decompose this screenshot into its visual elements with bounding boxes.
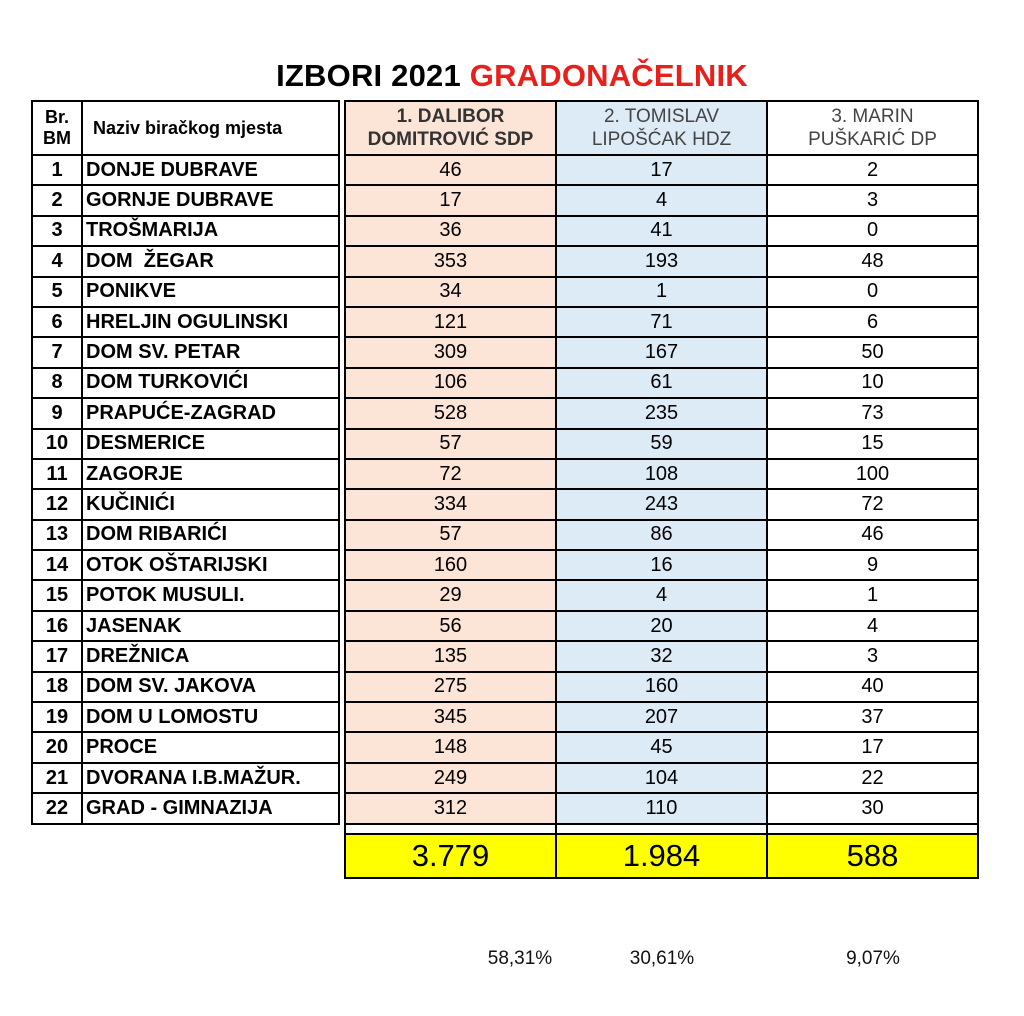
station-number: 1 [32,155,82,185]
station-name: POTOK MUSULI. [82,580,339,610]
votes-row [345,246,978,276]
station-name: OTOK OŠTARIJSKI [82,550,339,580]
station-number: 15 [32,580,82,610]
votes-candidate-3: 100 [767,459,978,489]
station-number: 16 [32,611,82,641]
table-row [32,732,339,762]
votes-row [345,702,978,732]
votes-candidate-3: 72 [767,489,978,519]
votes-candidate-3: 10 [767,368,978,398]
station-number: 17 [32,641,82,671]
title-highlight: GRADONAČELNIK [469,58,748,93]
table-row [32,277,339,307]
votes-candidate-2: 110 [556,793,767,823]
station-number: 5 [32,277,82,307]
station-number: 14 [32,550,82,580]
header-candidate-1 [345,101,556,155]
table-row [32,155,339,185]
votes-candidate-2: 4 [556,580,767,610]
station-name: KUČINIĆI [82,489,339,519]
votes-candidate-1: 72 [345,459,556,489]
header-no-line2: BM [43,128,71,148]
votes-candidate-1: 345 [345,702,556,732]
totals-row [345,834,978,878]
header-candidate-3 [767,101,978,155]
station-name: GORNJE DUBRAVE [82,185,339,215]
station-number: 9 [32,398,82,428]
station-name: ZAGORJE [82,459,339,489]
votes-row [345,216,978,246]
votes-candidate-3: 46 [767,520,978,550]
table-row [32,246,339,276]
station-name: DOM ŽEGAR [82,246,339,276]
cand2-line1: 2. TOMISLAV [603,106,720,127]
station-number: 20 [32,732,82,762]
header-row [32,101,339,155]
station-number: 3 [32,216,82,246]
percentage-candidate-3: 9,07% [846,948,900,969]
table-row [32,368,339,398]
votes-candidate-3: 22 [767,763,978,793]
votes-candidate-1: 148 [345,732,556,762]
votes-candidate-3: 3 [767,641,978,671]
votes-candidate-2: 86 [556,520,767,550]
station-name: PRAPUĆE-ZAGRAD [82,398,339,428]
cand1-line1: 1. DALIBOR [396,106,505,127]
votes-candidate-3: 40 [767,672,978,702]
votes-candidate-2: 108 [556,459,767,489]
votes-candidate-1: 160 [345,550,556,580]
votes-candidate-3: 4 [767,611,978,641]
station-name: DREŽNICA [82,641,339,671]
header-station-name: Naziv biračkog mjesta [82,101,339,155]
votes-row [345,550,978,580]
cand3-line1: 3. MARIN [831,106,914,127]
votes-candidate-1: 56 [345,611,556,641]
votes-row [345,489,978,519]
votes-candidate-2: 59 [556,429,767,459]
votes-row [345,793,978,823]
votes-candidate-2: 41 [556,216,767,246]
votes-candidate-2: 20 [556,611,767,641]
candidate-header-row [345,101,978,155]
votes-candidate-3: 17 [767,732,978,762]
votes-candidate-3: 30 [767,793,978,823]
votes-candidate-1: 275 [345,672,556,702]
votes-candidate-1: 121 [345,307,556,337]
header-candidate-2 [556,101,767,155]
votes-candidate-2: 235 [556,398,767,428]
votes-candidate-3: 1 [767,580,978,610]
votes-candidate-2: 160 [556,672,767,702]
polling-stations-table [31,100,340,825]
station-name: JASENAK [82,611,339,641]
votes-candidate-2: 193 [556,246,767,276]
votes-row [345,368,978,398]
votes-candidate-3: 0 [767,277,978,307]
station-name: DOM SV. JAKOVA [82,672,339,702]
table-row [32,307,339,337]
table-row [32,489,339,519]
station-number: 4 [32,246,82,276]
votes-row [345,337,978,367]
votes-candidate-1: 57 [345,429,556,459]
votes-row [345,611,978,641]
votes-candidate-1: 36 [345,216,556,246]
votes-candidate-1: 34 [345,277,556,307]
spacer-cell [556,824,767,834]
station-name: DOM U LOMOSTU [82,702,339,732]
table-row [32,580,339,610]
spacer-cell [767,824,978,834]
table-row [32,429,339,459]
votes-candidate-3: 73 [767,398,978,428]
station-name: DONJE DUBRAVE [82,155,339,185]
votes-candidate-2: 207 [556,702,767,732]
votes-candidate-1: 309 [345,337,556,367]
votes-row [345,429,978,459]
votes-row [345,459,978,489]
votes-candidate-2: 104 [556,763,767,793]
station-name: GRAD - GIMNAZIJA [82,793,339,823]
votes-candidate-1: 57 [345,520,556,550]
votes-candidate-2: 71 [556,307,767,337]
votes-candidate-3: 6 [767,307,978,337]
votes-candidate-1: 135 [345,641,556,671]
station-number: 7 [32,337,82,367]
votes-candidate-1: 528 [345,398,556,428]
votes-row [345,155,978,185]
votes-candidate-1: 17 [345,185,556,215]
votes-candidate-2: 243 [556,489,767,519]
station-number: 22 [32,793,82,823]
votes-candidate-1: 249 [345,763,556,793]
station-number: 12 [32,489,82,519]
votes-candidate-3: 2 [767,155,978,185]
station-number: 10 [32,429,82,459]
station-number: 8 [32,368,82,398]
station-number: 13 [32,520,82,550]
spacer-row [345,824,978,834]
total-candidate-2: 1.984 [556,834,767,878]
votes-candidate-1: 106 [345,368,556,398]
header-station-number [32,101,82,155]
station-name: DOM SV. PETAR [82,337,339,367]
station-name: DOM TURKOVIĆI [82,368,339,398]
total-candidate-3: 588 [767,834,978,878]
votes-row [345,520,978,550]
votes-candidate-2: 1 [556,277,767,307]
cand2-line2: LIPOŠĆAK HDZ [591,129,732,150]
station-name: DVORANA I.B.MAŽUR. [82,763,339,793]
cand3-line2: PUŠKARIĆ DP [808,129,937,150]
station-name: TROŠMARIJA [82,216,339,246]
votes-candidate-1: 29 [345,580,556,610]
station-number: 6 [32,307,82,337]
spacer-cell [345,824,556,834]
votes-candidate-2: 4 [556,185,767,215]
table-row [32,793,339,823]
votes-candidate-3: 15 [767,429,978,459]
votes-candidate-2: 16 [556,550,767,580]
votes-row [345,277,978,307]
table-row [32,398,339,428]
table-row [32,550,339,580]
total-candidate-1: 3.779 [345,834,556,878]
station-number: 19 [32,702,82,732]
station-name: DOM RIBARIĆI [82,520,339,550]
votes-candidate-3: 48 [767,246,978,276]
station-name: HRELJIN OGULINSKI [82,307,339,337]
cand1-line2: DOMITROVIĆ SDP [367,129,534,150]
percentage-candidate-1: 58,31% [487,948,553,969]
votes-candidate-1: 46 [345,155,556,185]
table-row [32,459,339,489]
votes-candidate-2: 45 [556,732,767,762]
votes-candidate-3: 3 [767,185,978,215]
votes-candidate-1: 334 [345,489,556,519]
votes-row [345,641,978,671]
title-main: IZBORI 2021 [276,58,461,93]
votes-table [344,100,979,879]
votes-candidate-3: 50 [767,337,978,367]
table-row [32,611,339,641]
votes-candidate-2: 61 [556,368,767,398]
votes-row [345,763,978,793]
table-row [32,520,339,550]
votes-candidate-1: 353 [345,246,556,276]
station-number: 21 [32,763,82,793]
page-title [0,58,1024,94]
table-row [32,702,339,732]
station-name: DESMERICE [82,429,339,459]
votes-candidate-2: 17 [556,155,767,185]
votes-candidate-2: 32 [556,641,767,671]
station-name: PONIKVE [82,277,339,307]
votes-row [345,732,978,762]
percentage-candidate-2: 30,61% [629,948,695,969]
votes-row [345,580,978,610]
votes-row [345,307,978,337]
votes-row [345,672,978,702]
station-name: PROCE [82,732,339,762]
table-row [32,337,339,367]
station-number: 18 [32,672,82,702]
table-row [32,763,339,793]
station-number: 2 [32,185,82,215]
station-number: 11 [32,459,82,489]
votes-row [345,185,978,215]
votes-candidate-2: 167 [556,337,767,367]
table-row [32,672,339,702]
votes-candidate-3: 0 [767,216,978,246]
votes-row [345,398,978,428]
header-no-line1: Br. [44,107,69,127]
votes-candidate-1: 312 [345,793,556,823]
table-row [32,216,339,246]
votes-candidate-3: 9 [767,550,978,580]
table-row [32,641,339,671]
table-row [32,185,339,215]
votes-candidate-3: 37 [767,702,978,732]
